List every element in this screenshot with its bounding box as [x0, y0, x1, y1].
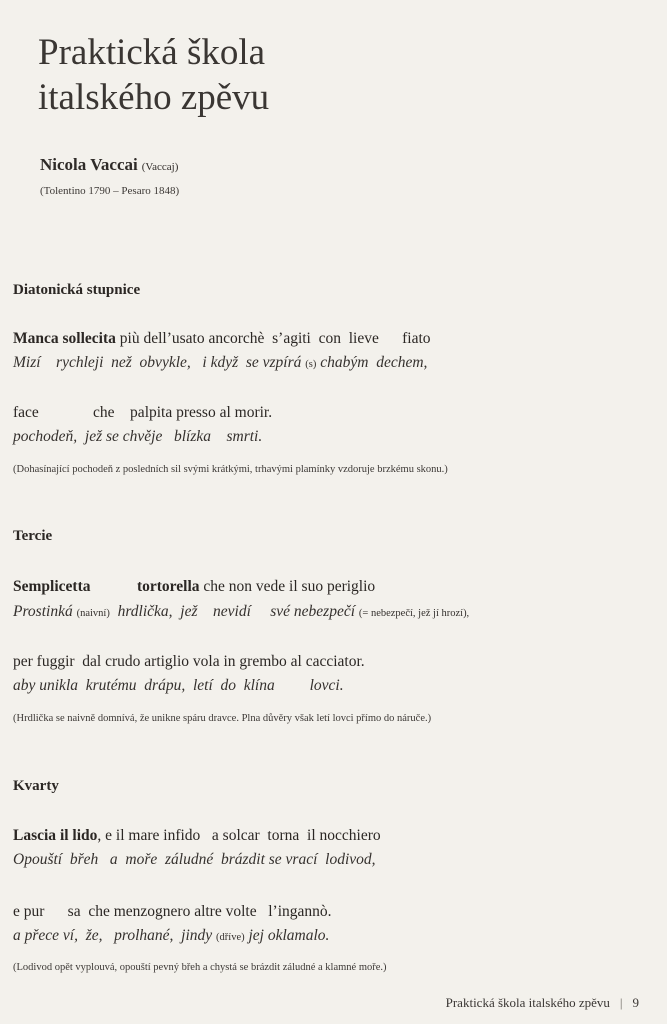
czech-translation-line — [13, 603, 469, 621]
author-lifespan: (Tolentino 1790 – Pesaro 1848) — [40, 185, 180, 197]
italian-line-text: che non vede il suo periglio — [199, 578, 376, 595]
page-title — [38, 30, 269, 120]
italian-line: face che palpita presso al morir. — [13, 404, 273, 421]
page-number: 9 — [632, 995, 639, 1010]
italian-line-bold: il lido — [59, 827, 98, 844]
czech-small-text: (= nebezpečí, jež jí hrozí), — [358, 608, 470, 619]
footer-separator: | — [619, 995, 623, 1010]
explanatory-note: (Dohasínající pochodeň z posledních sil svými krátkými, trhavými plamínky vzdoruje brzkému skonu.) — [13, 464, 448, 475]
czech-translation-line: aby unikla krutému drápu, letí do klína lovci. — [13, 677, 344, 694]
spacer — [90, 578, 137, 595]
italian-line — [13, 330, 431, 348]
czech-text: jej oklamalo. — [244, 927, 330, 944]
czech-text: hrdlička, jež nevidí své nebezpečí — [109, 603, 359, 620]
author-name-text: Nicola Vaccai — [40, 155, 138, 174]
czech-text: a přece ví, že, prolhané, jindy — [13, 927, 217, 944]
explanatory-note: (Lodivod opět vyplouvá, opouští pevný břeh a chystá se brázdit záludné a klamné moře.) — [13, 962, 387, 973]
italian-line-bold: Lascia — [13, 827, 57, 844]
italian-line-text: più dell’usato ancorchè s’agiti con lieve fiato — [115, 330, 431, 347]
italian-line-bold: tortorella — [136, 578, 200, 595]
italian-line-bold: Manca sollecita — [13, 330, 116, 347]
czech-small-text: (naivní) — [76, 608, 110, 619]
czech-text: Prostinká — [13, 603, 77, 620]
italian-line — [13, 827, 381, 845]
section-heading-fourths: Kvarty — [13, 778, 59, 794]
czech-translation-line: pochodeň, jež se chvěje blízka smrti. — [13, 428, 263, 445]
czech-small-text: (s) — [305, 359, 317, 370]
czech-text: Mizí rychleji než obvykle, i když se vzpírá — [13, 354, 306, 371]
section-heading-diatonic: Diatonická stupnice — [13, 282, 141, 298]
author-name — [40, 155, 178, 175]
page-footer — [446, 995, 639, 1011]
czech-text: chabým dechem, — [316, 354, 428, 371]
page-title-line-1: Praktická škola — [38, 32, 266, 73]
italian-line: e pur sa che menzognero altre volte l’ingannò. — [13, 903, 332, 920]
czech-translation-line — [13, 927, 329, 945]
italian-line-bold: Semplicetta — [13, 578, 91, 595]
czech-small-text: (dříve) — [216, 932, 245, 943]
italian-line: per fuggir dal crudo artiglio vola in grembo al cacciator. — [13, 653, 365, 670]
page-title-line-2: italského zpěvu — [38, 77, 270, 118]
czech-translation-line: Opouští břeh a moře záludné brázdit se vrací lodivod, — [13, 851, 376, 868]
italian-line-text: , e il mare infido a solcar torna il nocchiero — [97, 827, 381, 844]
section-heading-thirds: Tercie — [13, 528, 53, 544]
author-alt-spelling: (Vaccaj) — [141, 161, 179, 173]
czech-translation-line — [13, 354, 427, 372]
italian-line — [13, 578, 375, 596]
footer-book-title: Praktická škola italského zpěvu — [445, 995, 610, 1010]
explanatory-note: (Hrdlička se naivně domnívá, že unikne spáru dravce. Plna důvěry však letí lovci přímo do náruče.) — [13, 713, 432, 724]
